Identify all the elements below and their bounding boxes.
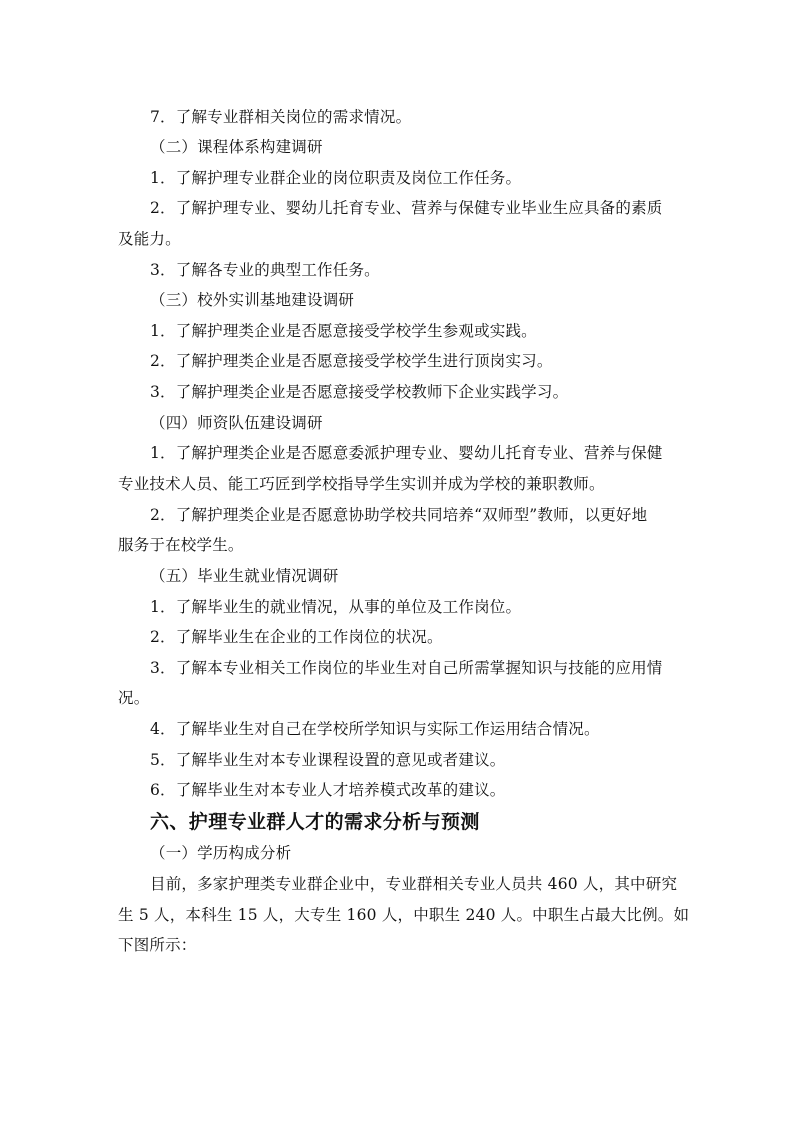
- list-item: 2．了解毕业生在企业的工作岗位的状况。: [150, 628, 443, 646]
- paragraph-line: 生 5 人，本科生 15 人，大专生 160 人，中职生 240 人。中职生占最大比例。如: [118, 906, 690, 924]
- list-item-continuation: 况。: [118, 689, 150, 707]
- subsection-title: （三）校外实训基地建设调研: [150, 291, 355, 309]
- list-item: 2．了解护理专业、婴幼儿托育专业、营养与保健专业毕业生应具备的素质: [150, 199, 663, 217]
- list-item-continuation: 专业技术人员、能工巧匠到学校指导学生实训并成为学校的兼职教师。: [118, 475, 605, 493]
- list-item: 2．了解护理类企业是否愿意协助学校共同培养“双师型”教师，以更好地: [150, 506, 648, 524]
- list-item: 5．了解毕业生对本专业课程设置的意见或者建议。: [150, 751, 506, 769]
- section-heading: 六、护理专业群人才的需求分析与预测: [150, 811, 480, 833]
- list-item: 1．了解护理类企业是否愿意委派护理专业、婴幼儿托育专业、营养与保健: [150, 444, 663, 462]
- list-item: 3．了解本专业相关工作岗位的毕业生对自己所需掌握知识与技能的应用情: [150, 659, 663, 677]
- list-item: 2．了解护理类企业是否愿意接受学校学生进行顶岗实习。: [150, 352, 553, 370]
- subsection-title: （五）毕业生就业情况调研: [150, 567, 339, 585]
- list-item: 3．了解护理类企业是否愿意接受学校教师下企业实践学习。: [150, 383, 569, 401]
- list-item: 3．了解各专业的典型工作任务。: [150, 261, 380, 279]
- subsection-title: （一）学历构成分析: [150, 844, 292, 862]
- list-item: 1．了解毕业生的就业情况，从事的单位及工作岗位。: [150, 598, 522, 616]
- subsection-title: （二）课程体系构建调研: [150, 138, 323, 156]
- list-item: 4．了解毕业生对自己在学校所学知识与实际工作运用结合情况。: [150, 720, 600, 738]
- list-item: 1．了解护理类企业是否愿意接受学校学生参观或实践。: [150, 322, 537, 340]
- paragraph-line: 下图所示：: [118, 936, 197, 954]
- list-item-continuation: 及能力。: [118, 230, 181, 248]
- list-item-continuation: 服务于在校学生。: [118, 536, 244, 554]
- list-item: 7．了解专业群相关岗位的需求情况。: [150, 108, 412, 126]
- list-item: 6．了解毕业生对本专业人才培养模式改革的建议。: [150, 781, 506, 799]
- paragraph-line: 目前，多家护理类专业群企业中，专业群相关专业人员共 460 人，其中研究: [150, 875, 678, 893]
- subsection-title: （四）师资队伍建设调研: [150, 414, 323, 432]
- list-item: 1．了解护理专业群企业的岗位职责及岗位工作任务。: [150, 169, 522, 187]
